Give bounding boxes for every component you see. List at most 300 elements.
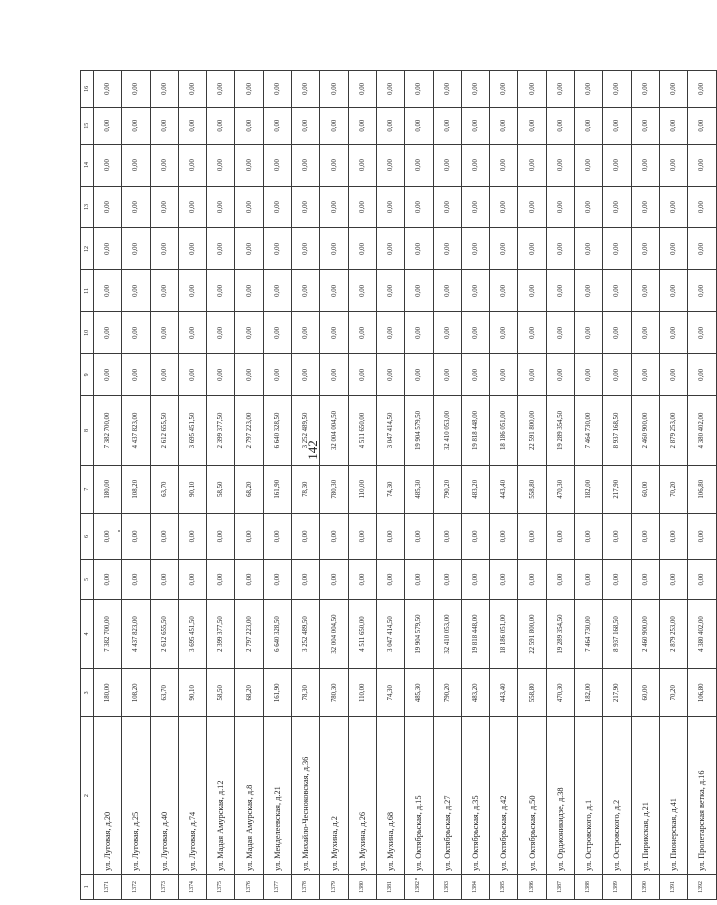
address-cell: ул. Луговая, д.20 bbox=[94, 717, 122, 874]
value-cell: 19 818 448,00 bbox=[461, 396, 489, 465]
value-cell: 19 818 448,00 bbox=[461, 599, 489, 668]
value-cell: 443,40 bbox=[490, 669, 518, 717]
value-cell: 2 797 223,00 bbox=[235, 599, 263, 668]
table-row bbox=[433, 71, 461, 900]
value-cell: 0,00 bbox=[433, 354, 461, 396]
value-cell: 110,00 bbox=[348, 669, 376, 717]
value-cell: 217,90 bbox=[603, 669, 631, 717]
value-cell: 0,00 bbox=[320, 270, 348, 312]
value-cell: 0,00 bbox=[376, 560, 404, 600]
value-cell: 0,00 bbox=[546, 270, 574, 312]
value-cell: 0,00 bbox=[546, 144, 574, 186]
value-cell: 0,00 bbox=[575, 270, 603, 312]
value-cell: 0,00 bbox=[461, 186, 489, 228]
scan-speck bbox=[415, 878, 417, 880]
value-cell: 0,00 bbox=[207, 186, 235, 228]
value-cell: 790,20 bbox=[433, 669, 461, 717]
table-row bbox=[659, 71, 687, 900]
value-cell: 0,00 bbox=[603, 513, 631, 559]
value-cell: 0,00 bbox=[292, 513, 320, 559]
value-cell: 7 382 700,00 bbox=[94, 599, 122, 668]
table-row bbox=[207, 71, 235, 900]
value-cell: 0,00 bbox=[461, 107, 489, 144]
value-cell: 19 289 354,50 bbox=[546, 396, 574, 465]
column-header: 3 bbox=[81, 669, 94, 717]
value-cell: 0,00 bbox=[433, 513, 461, 559]
value-cell: 0,00 bbox=[659, 107, 687, 144]
value-cell: 0,00 bbox=[405, 513, 433, 559]
value-cell: 0,00 bbox=[490, 513, 518, 559]
value-cell: 0,00 bbox=[150, 560, 178, 600]
value-cell: 0,00 bbox=[376, 513, 404, 559]
address-cell: ул. Октябрьская, д.35 bbox=[461, 717, 489, 874]
table-row bbox=[263, 71, 291, 900]
value-cell: 63,70 bbox=[150, 465, 178, 513]
value-cell: 0,00 bbox=[518, 107, 546, 144]
row-index-cell: 1379 bbox=[320, 874, 348, 899]
value-cell: 0,00 bbox=[263, 228, 291, 270]
value-cell: 0,00 bbox=[235, 228, 263, 270]
value-cell: 0,00 bbox=[320, 312, 348, 354]
value-cell: 0,00 bbox=[320, 354, 348, 396]
column-header: 8 bbox=[81, 396, 94, 465]
value-cell: 0,00 bbox=[122, 312, 150, 354]
value-cell: 485,30 bbox=[405, 669, 433, 717]
value-cell: 19 289 354,50 bbox=[546, 599, 574, 668]
value-cell: 0,00 bbox=[178, 144, 206, 186]
value-cell: 0,00 bbox=[207, 107, 235, 144]
table-row bbox=[546, 71, 574, 900]
value-cell: 0,00 bbox=[631, 312, 659, 354]
row-index-cell: 1388 bbox=[575, 874, 603, 899]
address-cell: ул. Октябрьская, д.27 bbox=[433, 717, 461, 874]
value-cell: 60,00 bbox=[631, 465, 659, 513]
value-cell: 0,00 bbox=[348, 228, 376, 270]
value-cell: 0,00 bbox=[348, 186, 376, 228]
value-cell: 182,00 bbox=[575, 465, 603, 513]
value-cell: 0,00 bbox=[405, 107, 433, 144]
value-cell: 0,00 bbox=[659, 560, 687, 600]
value-cell: 0,00 bbox=[433, 186, 461, 228]
value-cell: 0,00 bbox=[376, 270, 404, 312]
address-cell: ул. Орджоникидзе, д.38 bbox=[546, 717, 574, 874]
value-cell: 58,50 bbox=[207, 465, 235, 513]
value-cell: 0,00 bbox=[490, 71, 518, 108]
value-cell: 0,00 bbox=[631, 560, 659, 600]
column-header: 14 bbox=[81, 144, 94, 186]
value-cell: 0,00 bbox=[631, 513, 659, 559]
value-cell: 0,00 bbox=[631, 71, 659, 108]
value-cell: 0,00 bbox=[263, 186, 291, 228]
value-cell: 485,30 bbox=[405, 465, 433, 513]
address-cell: ул. Мухина, д.68 bbox=[376, 717, 404, 874]
value-cell: 0,00 bbox=[659, 513, 687, 559]
address-cell: ул. Михайло-Чесноковская, д.36 bbox=[292, 717, 320, 874]
value-cell: 18 186 051,00 bbox=[490, 396, 518, 465]
value-cell: 7 464 730,00 bbox=[575, 396, 603, 465]
value-cell: 0,00 bbox=[94, 186, 122, 228]
value-cell: 19 904 579,50 bbox=[405, 599, 433, 668]
value-cell: 0,00 bbox=[575, 186, 603, 228]
table-row bbox=[405, 71, 433, 900]
value-cell: 90,10 bbox=[178, 465, 206, 513]
address-cell: ул. Октябрьская, д.15 bbox=[405, 717, 433, 874]
value-cell: 0,00 bbox=[518, 228, 546, 270]
value-cell: 0,00 bbox=[405, 270, 433, 312]
value-cell: 443,40 bbox=[490, 465, 518, 513]
value-cell: 108,20 bbox=[122, 669, 150, 717]
column-header: 1 bbox=[81, 874, 94, 899]
page-number: 142 bbox=[305, 440, 320, 460]
value-cell: 0,00 bbox=[292, 560, 320, 600]
address-cell: ул. Луговая, д.40 bbox=[150, 717, 178, 874]
address-cell: ул. Пирикская, д.21 bbox=[631, 717, 659, 874]
value-cell: 0,00 bbox=[461, 312, 489, 354]
value-cell: 0,00 bbox=[207, 228, 235, 270]
table-header-row bbox=[81, 71, 94, 900]
value-cell: 7 464 730,00 bbox=[575, 599, 603, 668]
value-cell: 0,00 bbox=[518, 560, 546, 600]
value-cell: 0,00 bbox=[405, 186, 433, 228]
value-cell: 0,00 bbox=[207, 354, 235, 396]
value-cell: 0,00 bbox=[263, 107, 291, 144]
value-cell: 0,00 bbox=[575, 560, 603, 600]
value-cell: 0,00 bbox=[263, 354, 291, 396]
value-cell: 0,00 bbox=[178, 354, 206, 396]
value-cell: 3 252 489,50 bbox=[292, 396, 320, 465]
value-cell: 0,00 bbox=[603, 107, 631, 144]
value-cell: 0,00 bbox=[348, 71, 376, 108]
row-index-cell: 1375 bbox=[207, 874, 235, 899]
value-cell: 0,00 bbox=[320, 107, 348, 144]
value-cell: 19 904 579,50 bbox=[405, 396, 433, 465]
column-header: 15 bbox=[81, 107, 94, 144]
column-header: 9 bbox=[81, 354, 94, 396]
value-cell: 0,00 bbox=[490, 228, 518, 270]
value-cell: 68,20 bbox=[235, 669, 263, 717]
value-cell: 0,00 bbox=[235, 312, 263, 354]
value-cell: 0,00 bbox=[461, 270, 489, 312]
value-cell: 0,00 bbox=[461, 354, 489, 396]
row-index-cell: 1390 bbox=[631, 874, 659, 899]
address-cell: ул. Пролетарская ветка, д.16 bbox=[688, 717, 716, 874]
address-cell: ул. Пионерская, д.41 bbox=[659, 717, 687, 874]
value-cell: 2 879 253,00 bbox=[659, 599, 687, 668]
value-cell: 0,00 bbox=[688, 560, 716, 600]
value-cell: 60,00 bbox=[631, 669, 659, 717]
value-cell: 22 591 800,00 bbox=[518, 599, 546, 668]
table-row bbox=[178, 71, 206, 900]
value-cell: 780,30 bbox=[320, 669, 348, 717]
address-cell: ул. Октябрьская, д.42 bbox=[490, 717, 518, 874]
value-cell: 0,00 bbox=[235, 186, 263, 228]
value-cell: 0,00 bbox=[292, 107, 320, 144]
value-cell: 0,00 bbox=[263, 270, 291, 312]
value-cell: 0,00 bbox=[688, 186, 716, 228]
value-cell: 0,00 bbox=[688, 513, 716, 559]
table-row bbox=[320, 71, 348, 900]
value-cell: 0,00 bbox=[178, 312, 206, 354]
value-cell: 0,00 bbox=[207, 270, 235, 312]
value-cell: 0,00 bbox=[688, 71, 716, 108]
value-cell: 0,00 bbox=[603, 186, 631, 228]
value-cell: 0,00 bbox=[688, 228, 716, 270]
value-cell: 0,00 bbox=[122, 228, 150, 270]
value-cell: 2 460 900,00 bbox=[631, 599, 659, 668]
value-cell: 0,00 bbox=[122, 107, 150, 144]
value-cell: 0,00 bbox=[461, 144, 489, 186]
value-cell: 0,00 bbox=[575, 228, 603, 270]
value-cell: 180,00 bbox=[94, 465, 122, 513]
value-cell: 0,00 bbox=[461, 513, 489, 559]
value-cell: 0,00 bbox=[150, 513, 178, 559]
value-cell: 483,20 bbox=[461, 669, 489, 717]
value-cell: 0,00 bbox=[546, 186, 574, 228]
table-row bbox=[94, 71, 122, 900]
table-row bbox=[122, 71, 150, 900]
value-cell: 106,80 bbox=[688, 669, 716, 717]
value-cell: 0,00 bbox=[348, 513, 376, 559]
value-cell: 4 437 823,00 bbox=[122, 599, 150, 668]
value-cell: 0,00 bbox=[603, 144, 631, 186]
value-cell: 0,00 bbox=[150, 228, 178, 270]
value-cell: 0,00 bbox=[603, 560, 631, 600]
value-cell: 70,20 bbox=[659, 669, 687, 717]
value-cell: 0,00 bbox=[688, 312, 716, 354]
value-cell: 32 004 004,50 bbox=[320, 396, 348, 465]
value-cell: 2 612 655,50 bbox=[150, 599, 178, 668]
value-cell: 0,00 bbox=[235, 71, 263, 108]
value-cell: 3 047 414,50 bbox=[376, 396, 404, 465]
value-cell: 217,90 bbox=[603, 465, 631, 513]
table-row bbox=[292, 71, 320, 900]
table-body bbox=[94, 71, 717, 900]
column-header: 7 bbox=[81, 465, 94, 513]
column-header: 10 bbox=[81, 312, 94, 354]
value-cell: 0,00 bbox=[405, 71, 433, 108]
value-cell: 0,00 bbox=[603, 270, 631, 312]
value-cell: 0,00 bbox=[631, 270, 659, 312]
value-cell: 0,00 bbox=[575, 107, 603, 144]
table-row bbox=[490, 71, 518, 900]
value-cell: 0,00 bbox=[235, 144, 263, 186]
column-header: 16 bbox=[81, 71, 94, 108]
value-cell: 0,00 bbox=[207, 71, 235, 108]
value-cell: 0,00 bbox=[348, 144, 376, 186]
value-cell: 0,00 bbox=[150, 270, 178, 312]
row-index-cell: 1389 bbox=[603, 874, 631, 899]
value-cell: 0,00 bbox=[631, 228, 659, 270]
table-row bbox=[631, 71, 659, 900]
value-cell: 0,00 bbox=[433, 560, 461, 600]
row-index-cell: 1371 bbox=[94, 874, 122, 899]
value-cell: 0,00 bbox=[405, 144, 433, 186]
rotated-table-container bbox=[80, 70, 717, 900]
value-cell: 106,80 bbox=[688, 465, 716, 513]
value-cell: 0,00 bbox=[292, 186, 320, 228]
value-cell: 2 879 253,00 bbox=[659, 396, 687, 465]
value-cell: 0,00 bbox=[235, 107, 263, 144]
value-cell: 3 047 414,50 bbox=[376, 599, 404, 668]
value-cell: 0,00 bbox=[348, 270, 376, 312]
table-row bbox=[150, 71, 178, 900]
value-cell: 0,00 bbox=[688, 270, 716, 312]
value-cell: 0,00 bbox=[178, 71, 206, 108]
value-cell: 0,00 bbox=[178, 107, 206, 144]
value-cell: 0,00 bbox=[546, 71, 574, 108]
value-cell: 0,00 bbox=[461, 560, 489, 600]
value-cell: 0,00 bbox=[122, 71, 150, 108]
value-cell: 0,00 bbox=[659, 186, 687, 228]
value-cell: 0,00 bbox=[490, 270, 518, 312]
value-cell: 0,00 bbox=[518, 144, 546, 186]
value-cell: 0,00 bbox=[603, 312, 631, 354]
value-cell: 0,00 bbox=[518, 312, 546, 354]
value-cell: 0,00 bbox=[150, 144, 178, 186]
value-cell: 0,00 bbox=[490, 186, 518, 228]
value-cell: 8 937 168,50 bbox=[603, 599, 631, 668]
value-cell: 63,70 bbox=[150, 669, 178, 717]
address-cell: ул. Мадая Амурская, д.12 bbox=[207, 717, 235, 874]
value-cell: 90,10 bbox=[178, 669, 206, 717]
value-cell: 22 591 800,00 bbox=[518, 396, 546, 465]
value-cell: 4 437 823,00 bbox=[122, 396, 150, 465]
value-cell: 0,00 bbox=[122, 560, 150, 600]
column-header: 11 bbox=[81, 270, 94, 312]
column-header: 12 bbox=[81, 228, 94, 270]
value-cell: 0,00 bbox=[433, 71, 461, 108]
value-cell: 0,00 bbox=[150, 312, 178, 354]
value-cell: 0,00 bbox=[433, 312, 461, 354]
value-cell: 0,00 bbox=[433, 107, 461, 144]
address-cell: ул. Мухина, д.2 bbox=[320, 717, 348, 874]
value-cell: 0,00 bbox=[490, 560, 518, 600]
table-row bbox=[348, 71, 376, 900]
value-cell: 0,00 bbox=[178, 560, 206, 600]
value-cell: 0,00 bbox=[631, 144, 659, 186]
value-cell: 0,00 bbox=[320, 560, 348, 600]
value-cell: 2 399 377,50 bbox=[207, 599, 235, 668]
value-cell: 0,00 bbox=[575, 312, 603, 354]
row-index-cell: 1374 bbox=[178, 874, 206, 899]
value-cell: 0,00 bbox=[461, 71, 489, 108]
value-cell: 0,00 bbox=[490, 107, 518, 144]
value-cell: 0,00 bbox=[94, 228, 122, 270]
value-cell: 0,00 bbox=[292, 228, 320, 270]
value-cell: 470,30 bbox=[546, 669, 574, 717]
value-cell: 0,00 bbox=[631, 107, 659, 144]
value-cell: 3 695 451,50 bbox=[178, 599, 206, 668]
row-index-cell: 1378 bbox=[292, 874, 320, 899]
address-cell: ул. Мухина, д.26 bbox=[348, 717, 376, 874]
value-cell: 0,00 bbox=[546, 312, 574, 354]
value-cell: 0,00 bbox=[461, 228, 489, 270]
row-index-cell: 1383 bbox=[433, 874, 461, 899]
value-cell: 7 382 700,00 bbox=[94, 396, 122, 465]
value-cell: 0,00 bbox=[122, 186, 150, 228]
value-cell: 0,00 bbox=[631, 186, 659, 228]
column-header: 5 bbox=[81, 560, 94, 600]
table-row bbox=[575, 71, 603, 900]
value-cell: 0,00 bbox=[376, 354, 404, 396]
value-cell: 558,80 bbox=[518, 669, 546, 717]
address-cell: ул. Мадая Амурская, д.8 bbox=[235, 717, 263, 874]
value-cell: 78,30 bbox=[292, 669, 320, 717]
value-cell: 74,30 bbox=[376, 465, 404, 513]
value-cell: 780,30 bbox=[320, 465, 348, 513]
value-cell: 0,00 bbox=[122, 513, 150, 559]
value-cell: 0,00 bbox=[94, 312, 122, 354]
value-cell: 0,00 bbox=[292, 312, 320, 354]
value-cell: 0,00 bbox=[376, 144, 404, 186]
value-cell: 0,00 bbox=[518, 186, 546, 228]
value-cell: 3 252 489,50 bbox=[292, 599, 320, 668]
value-cell: 2 797 223,00 bbox=[235, 396, 263, 465]
value-cell: 0,00 bbox=[320, 71, 348, 108]
value-cell: 0,00 bbox=[518, 270, 546, 312]
row-index-cell: 1377 bbox=[263, 874, 291, 899]
address-cell: ул. Октябрьская, д.50 bbox=[518, 717, 546, 874]
value-cell: 0,00 bbox=[178, 228, 206, 270]
column-header: 2 bbox=[81, 717, 94, 874]
table-row bbox=[376, 71, 404, 900]
value-cell: 0,00 bbox=[207, 312, 235, 354]
value-cell: 0,00 bbox=[376, 312, 404, 354]
value-cell: 0,00 bbox=[659, 270, 687, 312]
value-cell: 0,00 bbox=[320, 228, 348, 270]
value-cell: 32 410 053,00 bbox=[433, 599, 461, 668]
value-cell: 0,00 bbox=[150, 71, 178, 108]
value-cell: 0,00 bbox=[263, 71, 291, 108]
value-cell: 0,00 bbox=[546, 354, 574, 396]
address-cell: ул. Луговая, д.74 bbox=[178, 717, 206, 874]
value-cell: 0,00 bbox=[292, 71, 320, 108]
value-cell: 0,00 bbox=[518, 354, 546, 396]
value-cell: 0,00 bbox=[263, 513, 291, 559]
table-row bbox=[461, 71, 489, 900]
value-cell: 0,00 bbox=[575, 513, 603, 559]
value-cell: 70,20 bbox=[659, 465, 687, 513]
value-cell: 0,00 bbox=[490, 144, 518, 186]
value-cell: 0,00 bbox=[659, 71, 687, 108]
value-cell: 6 640 328,50 bbox=[263, 599, 291, 668]
column-header: 6 bbox=[81, 513, 94, 559]
value-cell: 0,00 bbox=[603, 354, 631, 396]
value-cell: 0,00 bbox=[348, 312, 376, 354]
row-index-cell: 1384 bbox=[461, 874, 489, 899]
value-cell: 0,00 bbox=[122, 270, 150, 312]
column-header: 13 bbox=[81, 186, 94, 228]
value-cell: 2 399 377,50 bbox=[207, 396, 235, 465]
value-cell: 0,00 bbox=[405, 312, 433, 354]
value-cell: 0,00 bbox=[235, 560, 263, 600]
value-cell: 0,00 bbox=[433, 270, 461, 312]
value-cell: 0,00 bbox=[178, 513, 206, 559]
row-index-cell: 1376 bbox=[235, 874, 263, 899]
value-cell: 0,00 bbox=[433, 228, 461, 270]
data-table bbox=[80, 70, 717, 900]
value-cell: 4 511 650,00 bbox=[348, 599, 376, 668]
value-cell: 4 380 402,00 bbox=[688, 599, 716, 668]
value-cell: 0,00 bbox=[348, 560, 376, 600]
value-cell: 0,00 bbox=[263, 312, 291, 354]
value-cell: 8 937 168,50 bbox=[603, 396, 631, 465]
value-cell: 110,00 bbox=[348, 465, 376, 513]
value-cell: 0,00 bbox=[292, 354, 320, 396]
value-cell: 2 460 900,00 bbox=[631, 396, 659, 465]
value-cell: 58,50 bbox=[207, 669, 235, 717]
value-cell: 0,00 bbox=[320, 144, 348, 186]
